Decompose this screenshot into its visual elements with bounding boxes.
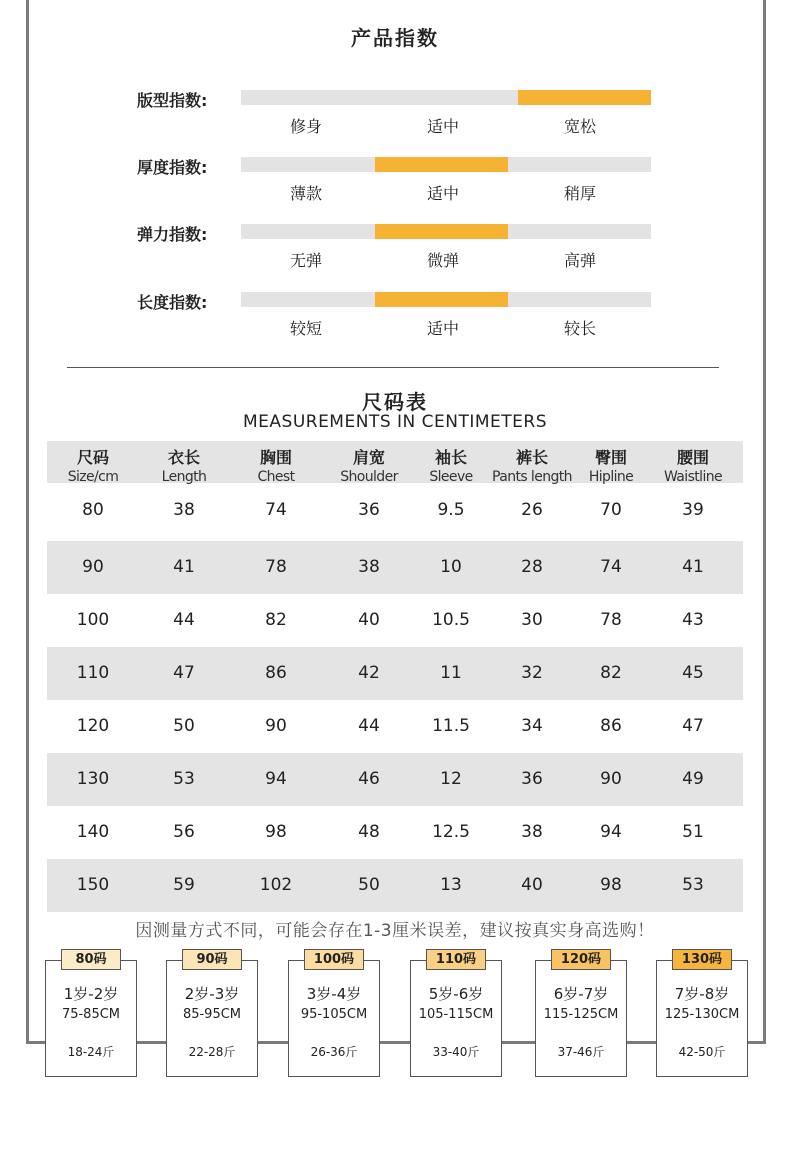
table-cell: 90	[600, 769, 622, 789]
weight-range: 42-50斤	[678, 1045, 726, 1059]
size-chart-title: 尺码表	[362, 390, 428, 414]
index-option: 较短	[289, 319, 322, 338]
index-option: 适中	[426, 117, 459, 136]
index-option: 修身	[289, 117, 322, 136]
height-range: 115-125CM	[543, 1007, 619, 1022]
age-range: 5岁-6岁	[428, 985, 484, 1003]
table-cell: 53	[682, 875, 704, 895]
size-card	[410, 952, 502, 1077]
index-option: 薄款	[289, 184, 322, 203]
size-badge: 120码	[551, 949, 611, 970]
table-cell: 59	[173, 875, 195, 895]
table-cell: 78	[600, 610, 622, 630]
table-cell: 56	[173, 822, 195, 842]
table-cell: 47	[173, 663, 195, 683]
height-range: 75-85CM	[61, 1007, 121, 1022]
table-row	[47, 647, 743, 700]
header-cn: 裤长	[515, 448, 548, 467]
product-index-title: 产品指数	[351, 26, 439, 50]
table-cell: 11	[440, 663, 462, 683]
index-label: 弹力指数:	[137, 225, 208, 244]
index-row	[0, 224, 790, 284]
table-cell: 36	[521, 769, 543, 789]
section-divider	[67, 367, 719, 368]
height-range: 85-95CM	[182, 1007, 242, 1022]
table-row	[47, 541, 743, 594]
table-cell: 38	[521, 822, 543, 842]
header-cn: 臀围	[594, 448, 627, 467]
index-row	[0, 90, 790, 150]
table-cell: 44	[173, 610, 195, 630]
table-cell: 86	[265, 663, 287, 683]
table-row	[47, 859, 743, 912]
table-cell: 38	[358, 557, 380, 577]
index-bar-highlight	[375, 157, 508, 172]
index-row	[0, 157, 790, 217]
header-cn: 衣长	[167, 448, 200, 467]
table-cell: 36	[358, 500, 380, 520]
index-option: 较长	[563, 319, 596, 338]
table-cell: 45	[682, 663, 704, 683]
table-cell: 11.5	[432, 716, 470, 736]
table-cell: 120	[76, 716, 110, 736]
age-range: 7岁-8岁	[674, 985, 730, 1003]
header-cn: 肩宽	[352, 448, 385, 467]
index-option: 宽松	[563, 117, 596, 136]
table-cell: 28	[521, 557, 543, 577]
size-card	[656, 952, 748, 1077]
index-label: 版型指数:	[137, 91, 208, 110]
table-row	[47, 483, 743, 541]
table-cell: 70	[600, 500, 622, 520]
index-label: 长度指数:	[137, 293, 208, 312]
table-cell: 90	[82, 557, 104, 577]
table-cell: 102	[259, 875, 293, 895]
index-bar-highlight	[375, 292, 508, 307]
size-badge: 130码	[672, 949, 732, 970]
size-card	[288, 952, 380, 1077]
size-chart-subtitle: MEASUREMENTS IN CENTIMETERS	[242, 412, 548, 432]
table-row	[47, 700, 743, 753]
table-cell: 53	[173, 769, 195, 789]
size-badge: 100码	[304, 949, 364, 970]
table-cell: 90	[265, 716, 287, 736]
age-range: 3岁-4岁	[306, 985, 362, 1003]
header-en: Waistline	[663, 469, 723, 485]
table-cell: 82	[265, 610, 287, 630]
table-cell: 30	[521, 610, 543, 630]
table-cell: 82	[600, 663, 622, 683]
table-cell: 74	[265, 500, 287, 520]
table-cell: 74	[600, 557, 622, 577]
index-option: 稍厚	[563, 184, 596, 203]
size-card	[166, 952, 258, 1077]
table-cell: 40	[358, 610, 380, 630]
table-cell: 78	[265, 557, 287, 577]
table-header-cell	[643, 441, 743, 483]
table-cell: 44	[358, 716, 380, 736]
index-bar	[241, 292, 651, 307]
table-cell: 13	[440, 875, 462, 895]
table-cell: 41	[173, 557, 195, 577]
table-cell: 12.5	[432, 822, 470, 842]
table-cell: 34	[521, 716, 543, 736]
header-cn: 腰围	[676, 448, 709, 467]
table-cell: 10.5	[432, 610, 470, 630]
table-cell: 50	[358, 875, 380, 895]
header-cn: 尺码	[76, 448, 109, 467]
age-range: 6岁-7岁	[553, 985, 609, 1003]
index-row	[0, 292, 790, 352]
weight-range: 37-46斤	[557, 1045, 605, 1059]
index-bar-highlight	[518, 90, 651, 105]
table-header	[47, 441, 743, 483]
table-row	[47, 594, 743, 647]
table-cell: 49	[682, 769, 704, 789]
table-cell: 43	[682, 610, 704, 630]
table-cell: 32	[521, 663, 543, 683]
header-cn: 袖长	[434, 448, 467, 467]
index-bar	[241, 90, 651, 105]
weight-range: 18-24斤	[67, 1045, 115, 1059]
index-bar	[241, 224, 651, 239]
table-cell: 100	[76, 610, 110, 630]
index-option: 微弹	[426, 251, 459, 270]
table-cell: 47	[682, 716, 704, 736]
frame-bottom-border	[26, 1041, 766, 1044]
table-cell: 41	[682, 557, 704, 577]
measurement-note: 因测量方式不同，可能会存在1-3厘米误差，建议按真实身高选购！	[135, 921, 655, 941]
index-option: 适中	[426, 319, 459, 338]
table-row	[47, 753, 743, 806]
weight-range: 26-36斤	[310, 1045, 358, 1059]
height-range: 125-130CM	[664, 1007, 740, 1022]
table-cell: 9.5	[437, 500, 465, 520]
header-cn: 胸围	[259, 448, 292, 467]
weight-range: 33-40斤	[432, 1045, 480, 1059]
table-cell: 80	[82, 500, 104, 520]
table-cell: 46	[358, 769, 380, 789]
table-header-cell	[43, 441, 143, 483]
table-cell: 12	[440, 769, 462, 789]
size-badge: 80码	[61, 949, 121, 970]
index-option: 无弹	[289, 251, 322, 270]
table-cell: 39	[682, 500, 704, 520]
index-option: 适中	[426, 184, 459, 203]
table-cell: 51	[682, 822, 704, 842]
table-cell: 140	[76, 822, 110, 842]
size-badge: 90码	[182, 949, 242, 970]
size-card	[45, 952, 137, 1077]
size-chart-table	[47, 441, 743, 912]
header-en: Pants length	[492, 469, 572, 485]
table-cell: 98	[265, 822, 287, 842]
table-cell: 110	[76, 663, 110, 683]
table-cell: 40	[521, 875, 543, 895]
table-cell: 38	[173, 500, 195, 520]
index-bar-highlight	[375, 224, 508, 239]
header-en: Size/cm	[67, 469, 119, 485]
age-range: 1岁-2岁	[63, 985, 119, 1003]
header-en: Sleeve	[429, 469, 473, 485]
header-en: Shoulder	[340, 469, 398, 485]
table-cell: 10	[440, 557, 462, 577]
weight-range: 22-28斤	[188, 1045, 236, 1059]
height-range: 95-105CM	[300, 1007, 368, 1022]
index-option: 高弹	[563, 251, 596, 270]
size-card	[535, 952, 627, 1077]
header-en: Length	[161, 469, 207, 485]
table-cell: 98	[600, 875, 622, 895]
table-cell: 94	[265, 769, 287, 789]
header-en: Chest	[257, 469, 295, 485]
table-cell: 130	[76, 769, 110, 789]
age-range: 2岁-3岁	[184, 985, 240, 1003]
table-header-cell	[226, 441, 326, 483]
table-row	[47, 806, 743, 859]
index-bar	[241, 157, 651, 172]
size-badge: 110码	[426, 949, 486, 970]
header-en: Hipline	[588, 469, 634, 485]
table-cell: 48	[358, 822, 380, 842]
table-cell: 42	[358, 663, 380, 683]
height-range: 105-115CM	[418, 1007, 494, 1022]
table-cell: 94	[600, 822, 622, 842]
index-label: 厚度指数:	[137, 158, 208, 177]
table-cell: 150	[76, 875, 110, 895]
table-cell: 26	[521, 500, 543, 520]
table-header-cell	[134, 441, 234, 483]
table-cell: 50	[173, 716, 195, 736]
table-cell: 86	[600, 716, 622, 736]
